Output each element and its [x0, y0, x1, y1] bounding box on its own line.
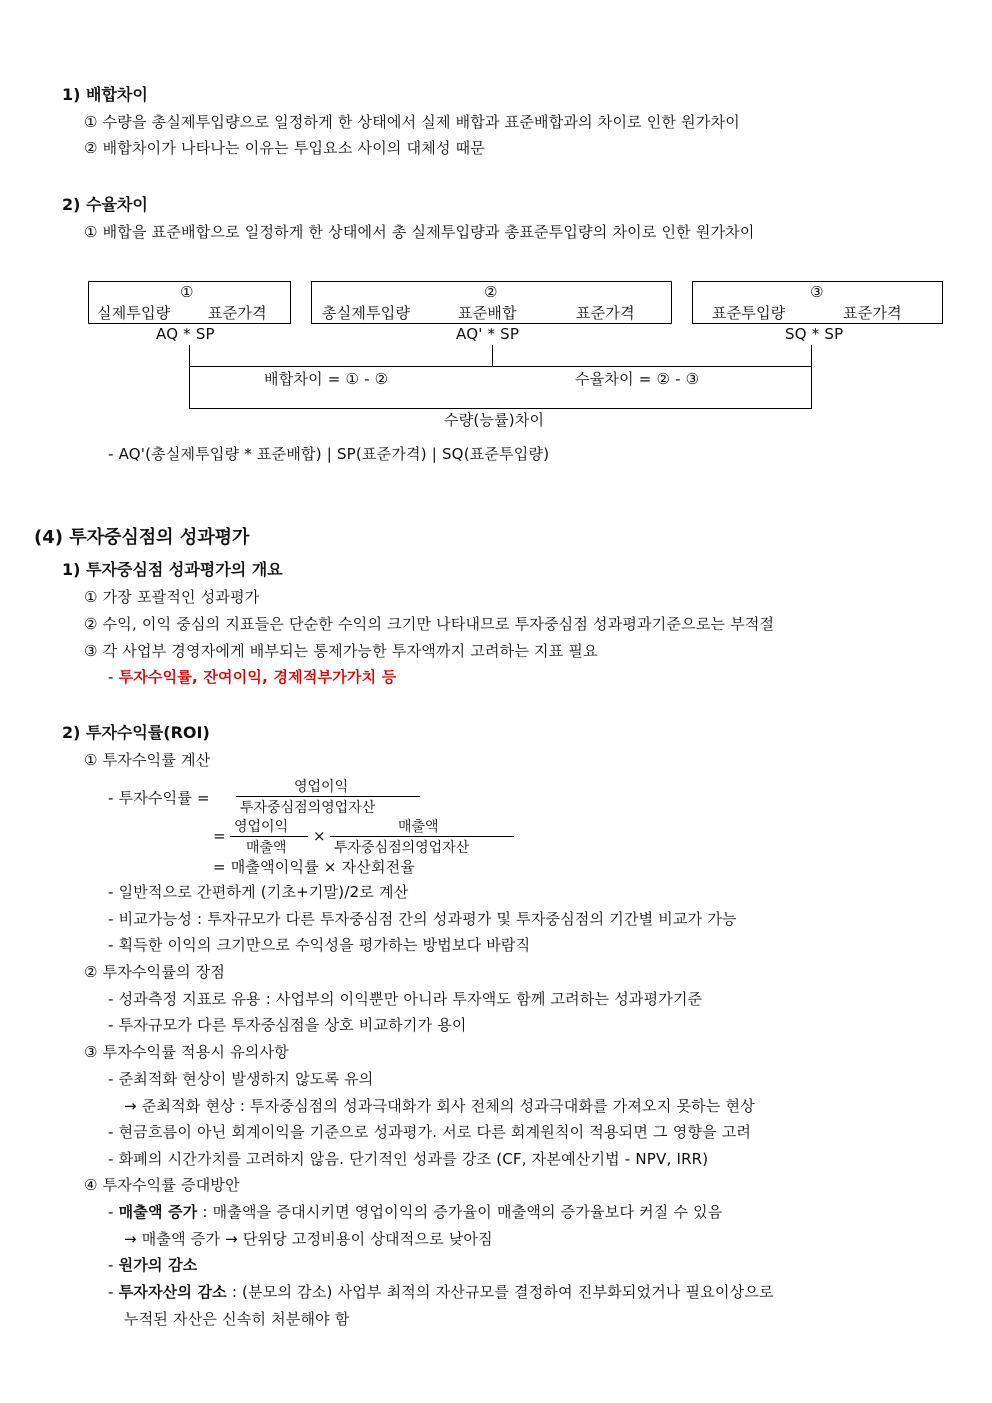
quantity-variance-label: 수량(능률)차이 — [444, 411, 545, 429]
yield-variance-label: 수율차이 = ② - ③ — [575, 370, 700, 388]
formula-equals: = — [213, 827, 226, 845]
bold-term: 원가의 감소 — [118, 1256, 198, 1274]
connector-upper-bar — [189, 366, 812, 367]
box-2-label-a: 총실제투입량 — [322, 304, 411, 322]
box-3-number: ③ — [810, 283, 824, 301]
subsection-title-roi: 2) 투자수익률(ROI) — [62, 723, 210, 742]
formula-denominator-1: 투자중심점의영업자산 — [240, 800, 376, 816]
box-2-formula: AQ' * SP — [456, 325, 520, 343]
highlight-line — [108, 666, 396, 687]
formula-times: × — [313, 827, 326, 845]
formula-lhs: - 투자수익률 = — [108, 789, 210, 807]
list-item: - 성과측정 지표로 유용 : 사업부의 이익뿐만 아니라 투자액도 함께 고려하는 성과평가기준 — [108, 990, 703, 1008]
box-2-number: ② — [484, 283, 498, 301]
list-item: - 획득한 이익의 크기만으로 수익성을 평가하는 방법보다 바람직 — [108, 936, 531, 954]
list-item: ① 가장 포괄적인 성과평가 — [84, 588, 260, 606]
bold-term: 매출액 증가 — [118, 1203, 198, 1221]
box-3-label-b: 표준가격 — [843, 304, 902, 322]
list-item: ① 투자수익률 계산 — [84, 751, 211, 769]
box-3-label-a: 표준투입량 — [712, 304, 786, 322]
dash: - — [108, 1283, 119, 1301]
item-text: : 매출액을 증대시키면 영업이익의 증가율이 매출액의 증가율보다 커질 수 있음 — [197, 1203, 723, 1221]
highlight-indicators: 투자수익률, 잔여이익, 경제적부가가치 등 — [118, 668, 397, 686]
box-1-formula: AQ * SP — [156, 325, 215, 343]
formula-denominator-2b: 투자중심점의영업자산 — [334, 840, 470, 856]
list-item — [108, 1201, 723, 1222]
list-item — [108, 1254, 197, 1275]
dash: - — [108, 668, 119, 686]
list-item: - 투자규모가 다른 투자중심점을 상호 비교하기가 용이 — [108, 1016, 467, 1034]
list-item: ② 투자수익률의 장점 — [84, 963, 226, 981]
list-item: ① 수량을 총실제투입량으로 일정하게 한 상태에서 실제 배합과 표준배합과의 차이로 인한 원가차이 — [84, 113, 740, 131]
connector-middle — [492, 345, 493, 367]
box-1-number: ① — [180, 283, 194, 301]
list-item: ③ 투자수익률 적용시 유의사항 — [84, 1043, 289, 1061]
box-1-label-a: 실제투입량 — [97, 304, 171, 322]
list-item: 누적된 자산은 신속히 처분해야 함 — [124, 1310, 350, 1328]
list-item: ③ 각 사업부 경영자에게 배부되는 통제가능한 투자액까지 고려하는 지표 필요 — [84, 642, 598, 660]
list-item: ① 배합을 표준배합으로 일정하게 한 상태에서 총 실제투입량과 총표준투입량의 차이로 인한 원가차이 — [84, 223, 755, 241]
formula-numerator-2a: 영업이익 — [234, 819, 289, 835]
list-item: ② 수익, 이익 중심의 지표들은 단순한 수익의 크기만 나타내므로 투자중심점 성과평과기준으로는 부적절 — [84, 615, 775, 633]
box-1-label-b: 표준가격 — [208, 304, 267, 322]
bold-term: 투자자산의 감소 — [118, 1283, 227, 1301]
list-item: - 비교가능성 : 투자규모가 다른 투자중심점 간의 성과평가 및 투자중심점의 기간별 비교가 가능 — [108, 910, 737, 928]
mix-variance-label: 배합차이 = ① - ② — [264, 370, 389, 388]
formula-line-3: = 매출액이익률 × 자산회전율 — [213, 858, 416, 876]
box-2-label-c: 표준가격 — [576, 304, 635, 322]
formula-numerator-2b: 매출액 — [398, 819, 439, 835]
list-item: - 준최적화 현상이 발생하지 않도록 유의 — [108, 1070, 374, 1088]
connector-right — [811, 345, 812, 409]
list-item: - 일반적으로 간편하게 (기초+기말)/2로 계산 — [108, 883, 409, 901]
diagram-note: - AQ'(총실제투입량 * 표준배합) | SP(표준가격) | SQ(표준투입량) — [108, 445, 550, 463]
dash: - — [108, 1256, 119, 1274]
list-item: ④ 투자수익률 증대방안 — [84, 1176, 240, 1194]
box-2-label-b: 표준배합 — [458, 304, 517, 322]
section-title-investment-center: (4) 투자중심점의 성과평가 — [34, 527, 250, 548]
subsection-title-overview: 1) 투자중심점 성과평가의 개요 — [62, 560, 283, 579]
box-3-formula: SQ * SP — [785, 325, 844, 343]
item-text: : (분모의 감소) 사업부 최적의 자산규모를 결정하여 진부화되었거나 필요이상으로 — [226, 1283, 774, 1301]
list-item: - 현금흐름이 아닌 회계이익을 기준으로 성과평가. 서로 다른 회계원칙이 적용되면 그 영향을 고려 — [108, 1123, 752, 1141]
formula-numerator-1: 영업이익 — [294, 779, 349, 795]
list-item: → 준최적화 현상 : 투자중심점의 성과극대화가 회사 전체의 성과극대화를 가져오지 못하는 현상 — [124, 1097, 755, 1115]
dash: - — [108, 1203, 119, 1221]
list-item: - 화폐의 시간가치를 고려하지 않음. 단기적인 성과를 강조 (CF, 자본예산기법 - NPV, IRR) — [108, 1150, 709, 1168]
connector-left — [189, 345, 190, 409]
section-title-yield-variance: 2) 수율차이 — [62, 195, 148, 214]
section-title-mix-variance: 1) 배합차이 — [62, 85, 148, 104]
formula-denominator-2a: 매출액 — [246, 840, 287, 856]
list-item: ② 배합차이가 나타나는 이유는 투입요소 사이의 대체성 때문 — [84, 139, 485, 157]
list-item: → 매출액 증가 → 단위당 고정비용이 상대적으로 낮아짐 — [124, 1230, 493, 1248]
list-item — [108, 1281, 774, 1302]
